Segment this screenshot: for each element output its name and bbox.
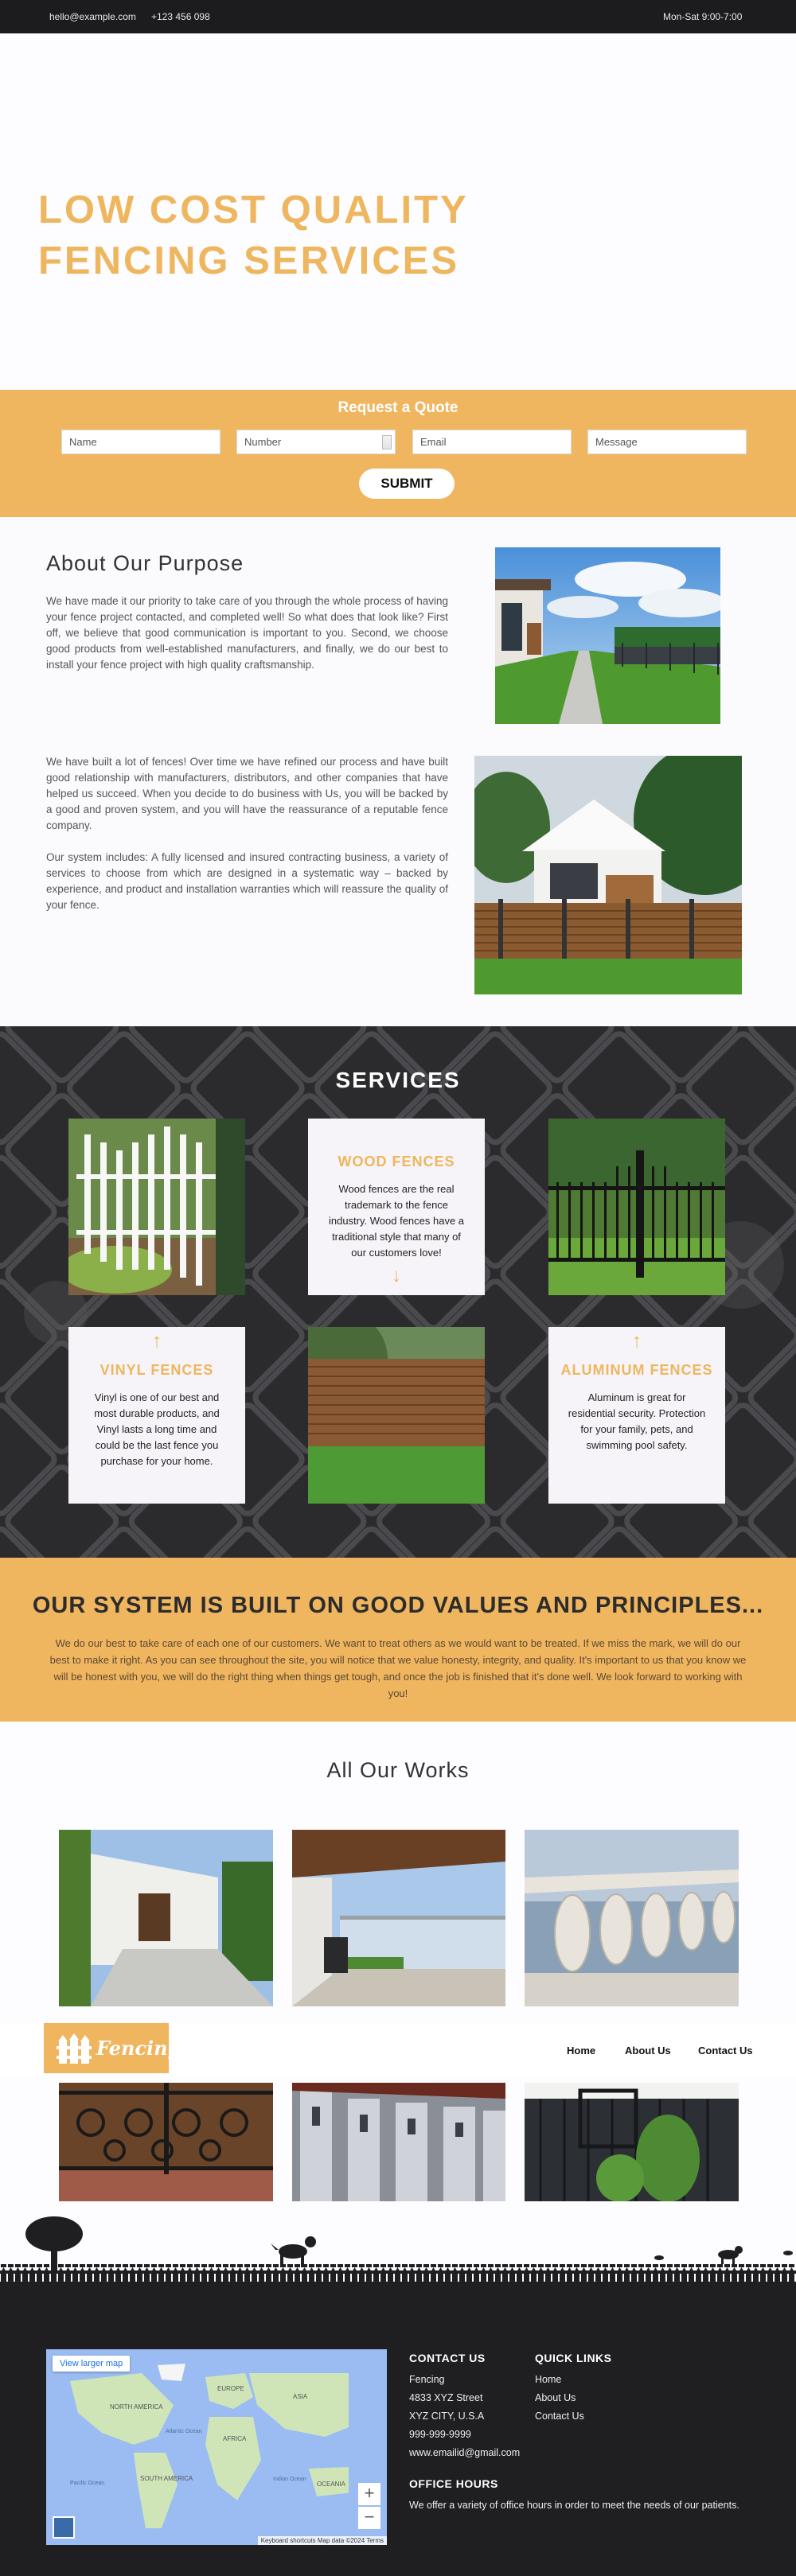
tree-icon [25, 2216, 83, 2271]
wood-fences-card[interactable] [308, 1119, 485, 1295]
quick-links-heading: QUICK LINKS [535, 2352, 612, 2364]
world-map[interactable] [46, 2349, 387, 2545]
modern-house-fence-photo [474, 756, 742, 994]
nav-link-contact[interactable]: Contact Us [698, 2045, 753, 2057]
message-field[interactable]: Message [587, 430, 747, 454]
map-layer-toggle[interactable] [53, 2516, 75, 2539]
about-paragraph-2: We have built a lot of fences! Over time we have refined our process and have built good relationship with manufacturers, distributors, and other companies that have helped us succeed. When you decide to do business with Us, you will be backed by a good and proven system, and you will have the reassurance of a reputable fence company. [46, 756, 448, 831]
footer [0, 2291, 796, 2576]
map-attribution: Keyboard shortcuts Map data ©2024 Terms [258, 2536, 387, 2545]
hero-title-line2: FENCING SERVICES [38, 239, 460, 282]
map-label: NORTH AMERICA [110, 2403, 163, 2411]
map-label: ASIA [293, 2393, 308, 2400]
vinyl-fence-photo [68, 1119, 245, 1295]
vinyl-fences-title: VINYL FENCES [100, 1362, 214, 1378]
aluminum-fences-title: ALUMINUM FENCES [560, 1362, 713, 1378]
work-photo-iron-gate[interactable] [59, 2083, 273, 2201]
zoom-in-button[interactable]: + [358, 2483, 380, 2505]
zoom-out-button[interactable]: − [358, 2507, 380, 2529]
about-paragraph-1: We have made it our priority to take care of you through the whole process of having your fence project contacted, and completed well! So what does that look like? First off, we believe that good communication is important to you. Second, we choose good products from well-established manufacturers, and finally, we do our best to install your fence project with high quality craftsmanship. [46, 595, 448, 671]
name-field[interactable]: Name [61, 430, 220, 454]
topbar-email[interactable]: hello@example.com [49, 11, 136, 22]
footer-link-contact[interactable]: Contact Us [535, 2411, 584, 2422]
logo-text: Fencing [96, 2037, 181, 2060]
number-field[interactable]: Number [236, 430, 396, 454]
aluminum-fence-photo [548, 1119, 725, 1295]
arrow-up-icon: ↑ [632, 1330, 642, 1352]
submit-button[interactable]: SUBMIT [359, 469, 455, 499]
aluminum-fences-text: Aluminum is great for residential security. Protection for your family, pets, and swimming pool safety. [568, 1391, 706, 1451]
work-photo-white-pillars[interactable] [292, 2083, 505, 2201]
wood-fence-photo [308, 1327, 485, 1504]
wood-fences-text: Wood fences are the real trademark to the fence industry. Wood fences have a traditional style that many of our customers love! [328, 1183, 465, 1259]
email-field[interactable]: Email [412, 430, 572, 454]
hero [0, 33, 796, 390]
top-bar [0, 0, 796, 33]
works-heading: All Our Works [326, 1758, 470, 1782]
map-label: Indian Ocean [273, 2477, 306, 2482]
logo[interactable] [44, 2023, 181, 2073]
map-label: Atlantic Ocean [166, 2429, 202, 2434]
footer-link-about[interactable]: About Us [535, 2392, 576, 2403]
work-photo-balcony[interactable] [292, 1830, 505, 2006]
main-nav [0, 2023, 796, 2076]
work-photo-balustrade[interactable] [525, 1830, 739, 2006]
dog-icon [271, 2236, 316, 2267]
topbar-hours: Mon-Sat 9:00-7:00 [663, 11, 743, 22]
aluminum-fences-card[interactable] [548, 1327, 725, 1504]
contact-us-heading: CONTACT US [409, 2352, 486, 2364]
contact-email[interactable]: www.emailid@gmail.com [409, 2447, 521, 2458]
nav-link-home[interactable]: Home [567, 2045, 596, 2057]
bird-icon [783, 2251, 793, 2255]
work-photo-driveway[interactable] [59, 1830, 273, 2006]
house-walkway-photo [495, 547, 720, 724]
view-larger-map-button[interactable]: View larger map [53, 2356, 130, 2372]
arrow-down-icon: ↓ [392, 1265, 401, 1286]
contact-line: 4833 XYZ Street [409, 2392, 483, 2403]
cat-icon [718, 2246, 743, 2264]
nav-link-about[interactable]: About Us [625, 2045, 671, 2057]
works-section [0, 1722, 796, 2204]
vinyl-fences-card[interactable] [68, 1327, 245, 1504]
services-title: SERVICES [335, 1068, 461, 1092]
hero-title-line1: LOW COST QUALITY [38, 189, 469, 232]
contact-phone[interactable]: 999-999-9999 [409, 2429, 471, 2440]
contact-line: XYZ CITY, U.S.A [409, 2411, 485, 2422]
about-paragraph-3: Our system includes: A fully licensed and insured contracting business, a variety of services to choose from which are designed in a systematic way – backed by experience, and product and installation warranties which will reassure the quality of your fence. [46, 851, 448, 911]
hero-title [38, 185, 516, 286]
work-photo-dark-fence[interactable] [525, 2083, 739, 2201]
bird-icon [654, 2255, 664, 2260]
map-label: EUROPE [217, 2385, 244, 2392]
fence-logo-icon [57, 2033, 92, 2064]
values-section [0, 1558, 796, 1722]
map-label: AFRICA [223, 2435, 247, 2442]
map-label: Pacific Ocean [70, 2481, 105, 2486]
values-heading: OUR SYSTEM IS BUILT ON GOOD VALUES AND PRINCIPLES... [32, 1593, 764, 1618]
arrow-up-icon: ↑ [152, 1330, 162, 1352]
fence-silhouette [0, 2204, 796, 2291]
values-text: We do our best to take care of each one of our customers. We want to treat others as we would want to be treated. If we miss the mark, we will do our best to make it right. As you can see throughout the site, you will notice that we value honesty, integrity, and quality. It's important to us that you know we will be honest with you, we will do the right thing when things get tough, and once the job is finished that it's done well. We look forward to working with you! [49, 1637, 747, 1699]
map-label: OCEANIA [317, 2481, 346, 2488]
footer-link-home[interactable]: Home [535, 2374, 562, 2385]
services-section [0, 1026, 796, 1558]
office-hours-text: We offer a variety of office hours in order to meet the needs of our patients. [409, 2500, 739, 2511]
office-hours-heading: OFFICE HOURS [409, 2477, 498, 2490]
about-section [0, 517, 796, 1026]
quote-title: Request a Quote [338, 399, 458, 416]
map-label: SOUTH AMERICA [140, 2475, 193, 2482]
contact-line: Fencing [409, 2374, 445, 2385]
topbar-phone[interactable]: +123 456 098 [151, 11, 210, 22]
about-heading: About Our Purpose [46, 551, 244, 575]
wood-fences-title: WOOD FENCES [338, 1154, 455, 1169]
vinyl-fences-text: Vinyl is one of our best and most durable products, and Vinyl lasts a long time and could be the last fence you purchase for your home. [94, 1391, 220, 1467]
quote-form [0, 390, 796, 517]
